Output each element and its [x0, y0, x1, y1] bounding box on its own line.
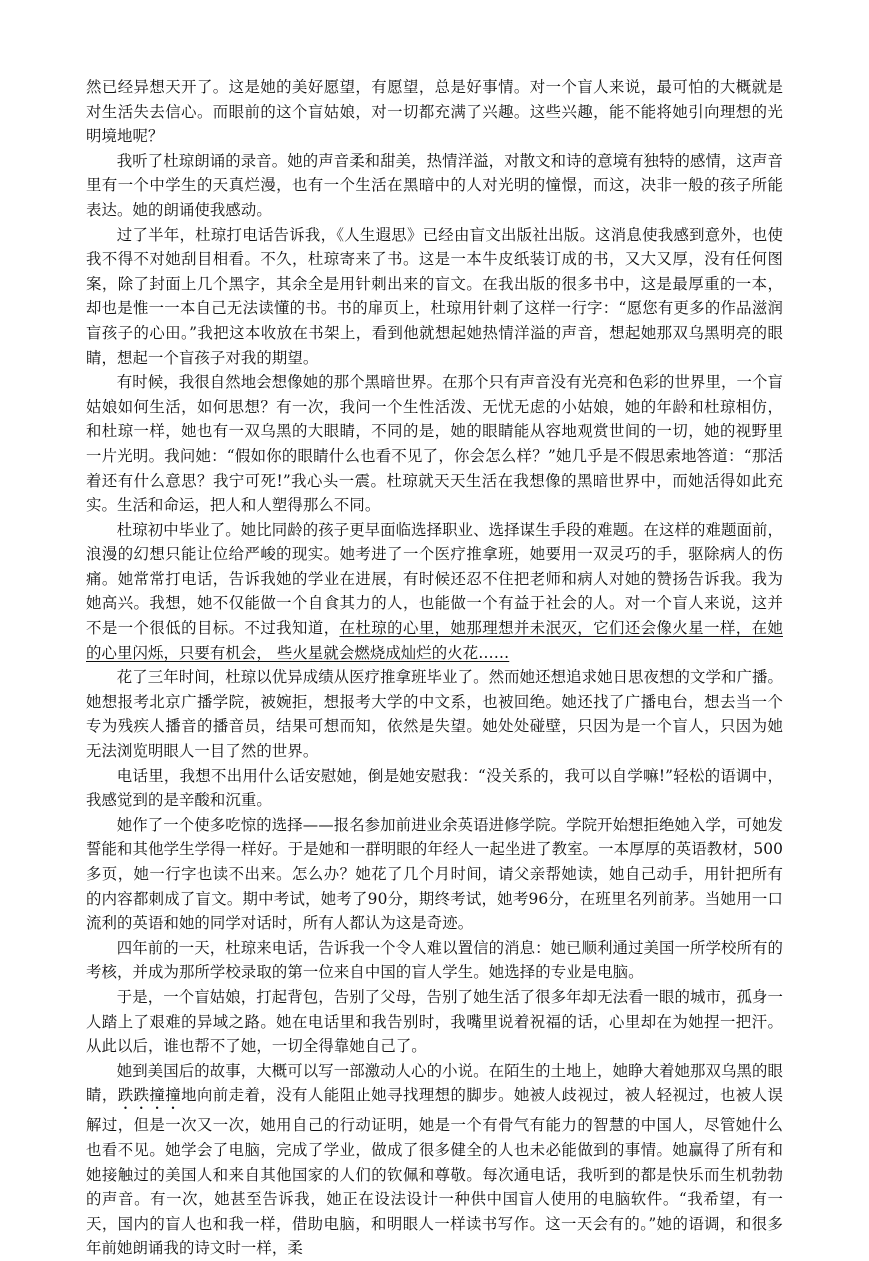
paragraph-4: [86, 518, 783, 666]
underlined-passage: 在杜琼的心里，她那理想并未泯灭，它们还会像火星一样，在她的心里闪烁，只要有机会， 些火星就会燃烧成灿烂的火花……: [86, 619, 783, 662]
paragraph-0: [86, 75, 783, 149]
paragraph-10-text-before: 她到美国后的故事，大概可以写一部激动人心的小说。在陌生的土地上，她睁大着她那双乌黑的眼睛，: [86, 1061, 783, 1105]
paragraph-4-text: 杜琼初中毕业了。她比同龄的孩子更早面临选择职业、选择谋生手段的难题。在这样的难题面前，浪漫的幻想只能让位给严峻的现实。她考进了一个医疗推拿班，她要用一双灵巧的手，驱除病人的伤痛。她常常打电话，告诉我她的学业在进展，有时候还忍不住把老师和病人对她的赞扬告诉我。我为她高兴。我想，她不仅能做一个自食其力的人，也能做一个有益于社会的人。对一个盲人来说，这并不是一个很低的目标。不过我知道，: [86, 520, 783, 638]
paragraph-0-text: 然已经异想天开了。这是她的美好愿望，有愿望，总是好事情。对一个盲人来说，最可怕的大概就是对生活失去信心。而眼前的这个盲姑娘，对一切都充满了兴趣。这些兴趣，能不能将她引向理想的光明境地呢？: [86, 78, 783, 146]
paragraph-3-text: 有时候，我很自然地会想像她的那个黑暗世界。在那个只有声音没有光亮和色彩的世界里，一个盲姑娘如何生活，如何思想？有一次，我问一个生性活泼、无忧无虑的小姑娘，她的年龄和杜琼相仿，和杜琼一样，她也有一双乌黑的大眼睛，不同的是，她的眼睛能从容地观赏世间的一切，她的视野里一片光明。我问她：“假如你的眼睛什么也看不见了，你会怎么样？”她几乎是不假思索地答道：“那活着还有什么意思？我宁可死!”我心头一震。杜琼就天天生活在我想像的黑暗世界中，而她活得如此充实。生活和命运，把人和人塑得那么不同。: [86, 373, 783, 515]
paragraph-1: [86, 149, 783, 223]
article-body: [86, 75, 783, 1261]
paragraph-7-text: 她作了一个使多吃惊的选择——报名参加前进业余英语进修学院。学院开始想拒绝她入学，可她发誓能和其他学生学得一样好。于是她和一群明眼的年经人一起坐进了教室。一本厚厚的英语教材，500多页，她一行字也读不出来。怎么办？她花了几个月时间，请父亲帮她读，她自己动手，用针把所有的内容都刺成了盲文。期中考试，她考了90分，期终考试，她考96分，在班里名列前茅。当她用一口流利的英语和她的同学对话时，所有人都认为这是奇迹。: [86, 815, 783, 933]
paragraph-9-text: 于是，一个盲姑娘，打起背包，告别了父母，告别了她生活了很多年却无法看一眼的城市，孤身一人踏上了艰难的异域之路。她在电话里和我告别时，我嘴里说着祝福的话，心里却在为她捏一把汗。从此以后，谁也帮不了她，一切全得靠她自己了。: [86, 987, 783, 1056]
paragraph-5: [86, 665, 783, 763]
paragraph-7: [86, 813, 783, 936]
paragraph-5-text: 花了三年时间，杜琼以优异成绩从医疗推拿班毕业了。然而她还想追求她日思夜想的文学和广播。她想报考北京广播学院，被婉拒，想报考大学的中文系，也被回绝。她还找了广播电台，想去当一个专为残疾人播音的播音员，结果可想而知，依然是失望。她处处碰壁，只因为是一个盲人，只因为她无法浏览明眼人一目了然的世界。: [86, 668, 783, 761]
paragraph-3: [86, 370, 783, 518]
paragraph-9: [86, 985, 783, 1059]
paragraph-1-text: 我听了杜琼朗诵的录音。她的声音柔和甜美，热情洋溢，对散文和诗的意境有独特的感情，这声音里有一个中学生的天真烂漫，也有一个生活在黑暗中的人对光明的憧憬，而这，决非一般的孩子所能表达。她的朗诵使我感动。: [86, 151, 783, 219]
paragraph-8-text: 四年前的一天，杜琼来电话，告诉我一个令人难以置信的消息：她已顺利通过美国一所学校所有的考核，并成为那所学校录取的第一位来自中国的盲人学生。她选择的专业是电脑。: [86, 938, 783, 982]
paragraph-6-text: 电话里，我想不出用什么话安慰她，倒是她安慰我：“没关系的，我可以自学嘛!”轻松的语调中，我感觉到的是辛酸和沉重。: [86, 766, 783, 810]
paragraph-10: [86, 1059, 783, 1261]
dotted-phrase: 跌跌撞撞: [117, 1086, 182, 1105]
paragraph-6: [86, 764, 783, 813]
paragraph-8: [86, 936, 783, 985]
paragraph-2: [86, 223, 783, 371]
paragraph-2-text: 过了半年，杜琼打电话告诉我，《人生遐思》已经由盲文出版社出版。这消息使我感到意外，也使我不得不对她刮目相看。不久，杜琼寄来了书。这是一本牛皮纸装订成的书，又大又厚，没有任何图案，除了封面上几个黑字，其余全是用针刺出来的盲文。在我出版的很多书中，这是最厚重的一本，却也是惟一一本自己无法读懂的书。书的扉页上，杜琼用针刺了这样一行字：“愿您有更多的作品滋润盲孩子的心田。”我把这本收放在书架上，看到他就想起她热情洋溢的声音，想起她那双乌黑明亮的眼睛，想起一个盲孩子对我的期望。: [86, 225, 783, 367]
paragraph-10-text-after: 地向前走着，没有人能阻止她寻找理想的脚步。她被人歧视过，被人轻视过，也被人误解过，但是一次又一次，她用自己的行动证明，她是一个有骨气有能力的智慧的中国人，尽管她什么也看不见。她学会了电脑，完成了学业，做成了很多健全的人也未必能做到的事情。她赢得了所有和她接触过的美国人和来自其他国家的人们的钦佩和尊敬。每次通电话，我听到的都是快乐而生机勃勃的声音。有一次，她甚至告诉我，她正在设法设计一种供中国盲人使用的电脑软件。“我希望，有一天，国内的盲人也和我一样，借助电脑，和明眼人一样读书写作。这一天会有的。”她的语调，和很多年前她朗诵我的诗文时一样，柔: [86, 1086, 783, 1258]
